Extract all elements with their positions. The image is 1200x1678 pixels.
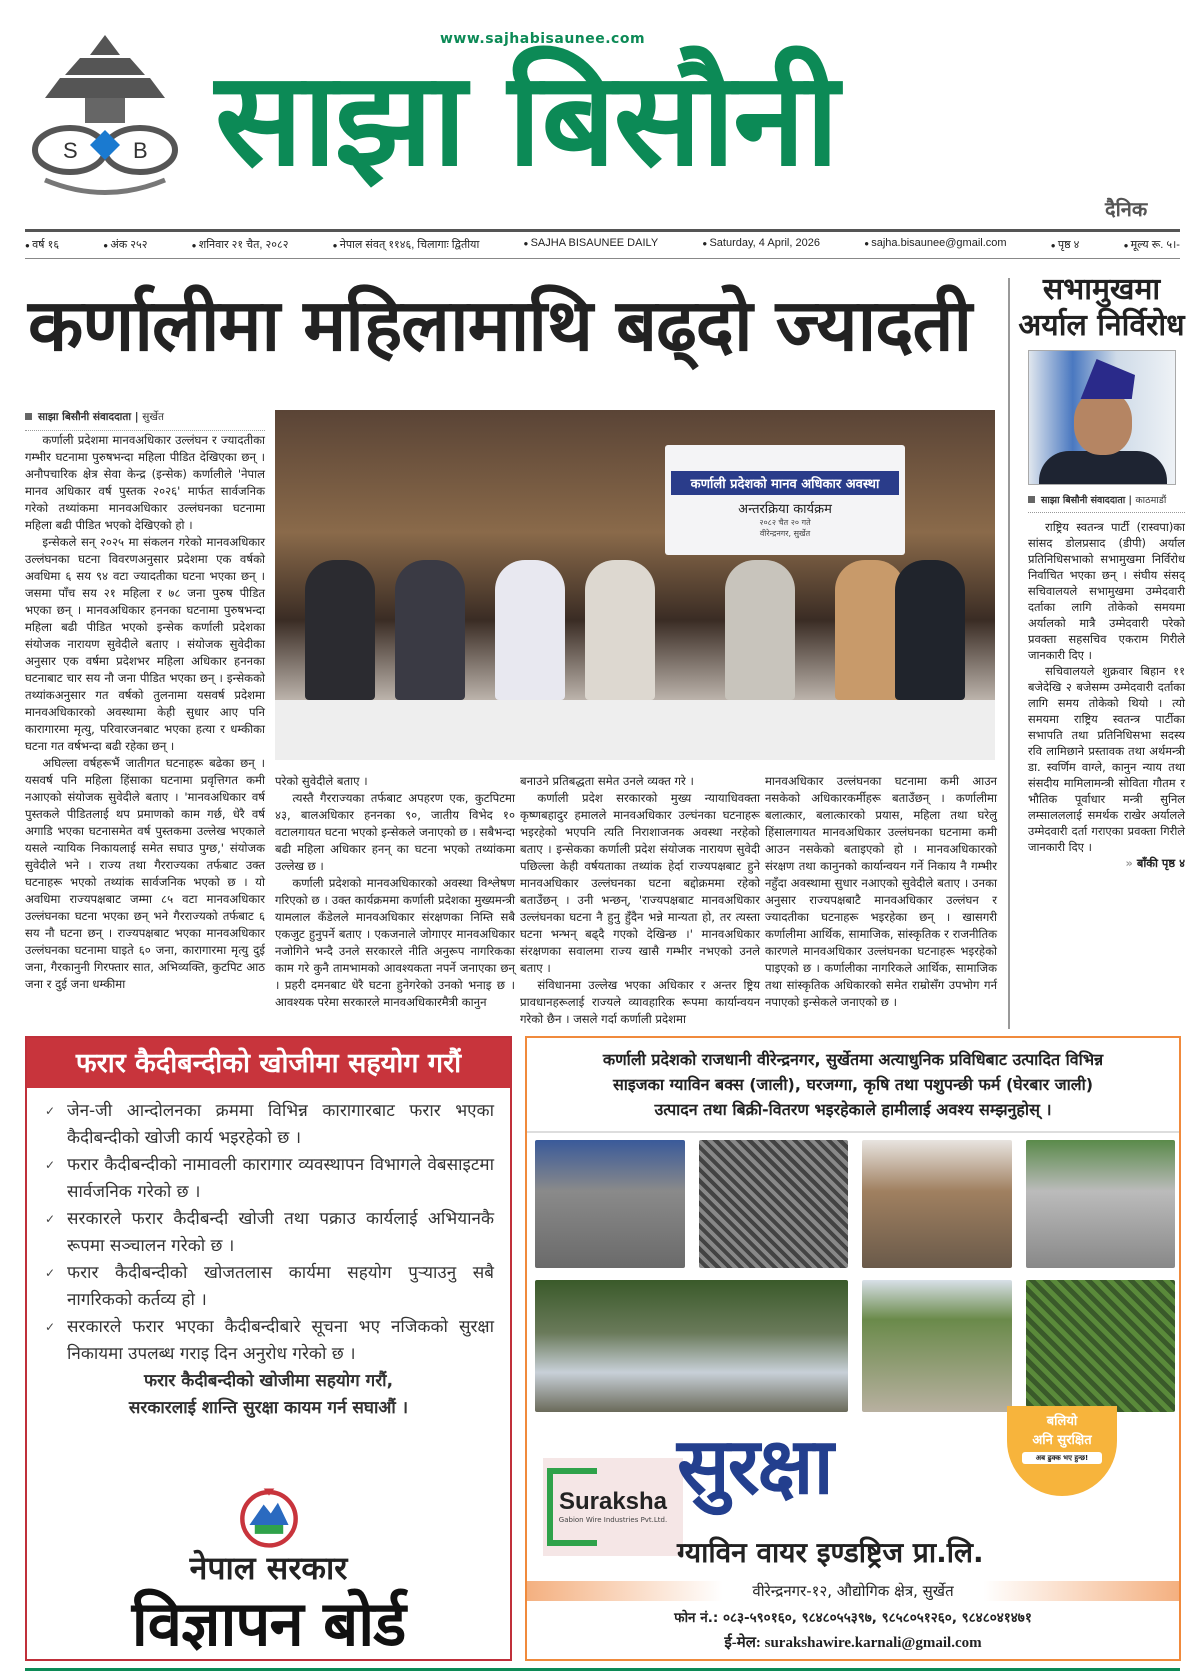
paragraph: इन्सेकले सन् २०२५ मा संकलन गरेको मानवअधिकार उल्लंघनका घटना विवरणअनुसार प्रदेशमा एक वर्षको अवधिमा ६ सय ९४ वटा ज्यादतीका घटना भएका छन् । जसमा पाँच सय २१ महिला र ७८ जना पुरुष पीडित भएका छन् । मानवअधिकार हननका घटनामा पुरुषभन्दा महिला बढी पीडित भएको इन्सेक कर्णाली प्रदेशका संयोजक नारायण सुवेदीले बताए । संयोजक सुवेदीका अनुसार एक वर्षमा प्रदेशभर महिला अधिकार हननका घटनाबाट चार सय नौ जना पीडित भएका छन् । इन्सेकको तथ्यांकअनुसार गत वर्षको तुलनामा यसवर्ष प्रदेशमा मानवअधिकारको अवस्थामा केही सुधार आए पनि कारागारमा मृत्यु, परिवारजनबाट भएका हत्या र धम्कीका घटना गत वर्षभन्दा बढी रहेका छन् ।	[25, 535, 265, 753]
lead-headline: कर्णालीमा महिलामाथि बढ्दो ज्यादती	[28, 283, 972, 367]
masthead-logo	[25, 30, 185, 200]
gabion-photo	[1026, 1140, 1176, 1268]
nepal-emblem-icon	[237, 1485, 301, 1549]
paragraph: कर्णाली प्रदेशको मानवअधिकारको अवस्था विश्लेषण गरिएको छ । उक्त कार्यक्रममा कर्णाली प्रदेशका मुख्यमन्त्री यामलाल कँडेलले मानवअधिकार संरक्षणका निम्ति सबै एकजुट हुनुपर्ने बताए । एकजनाले जोगाएर मानवअधिकार नजोगिने भन्दै उनले सरकारले नीति अनुरूप नागरिकका काम गरे कुनै तामभामको आवश्यकता नपर्ने जनाएका छन् । प्रहरी दमनबाट धेरै घटना हुनेगरेको उनको भनाइ छ । आवश्यक परेमा सरकारले मानवअधिकारमैत्री कानुन	[275, 876, 515, 1009]
seal-line: बलियो	[1046, 1414, 1078, 1429]
masthead-title: साझा बिसौनी	[215, 43, 838, 195]
company-phone: फोन नं.: ०८३-५९०१६०, ९८४८०५५३९७, ९८५८०५१२६०, ९८४८०४१४७१	[674, 1610, 1032, 1626]
photo-banner	[665, 445, 905, 555]
chain-icon	[547, 1468, 597, 1546]
paragraph: अघिल्ला वर्षहरूभैं जातीगत घटनाहरू बढेका छन् । यसवर्ष पनि महिला हिंसाका घटनामा प्रवृत्तिगत कमी नआएको संयोजक सुवेदीले बताए । 'मानवअधिकार वर्ष पुस्तकले पीडितलाई थप प्रमाणको काम गर्छ, धेरै वर्ष अगाडि भएका घटनासमेत वर्ष पुस्तकमा उल्लेख भएकाले यसले न्यायिक निकायलाई समेत सघाउ पुग्छ,' संयोजक सुवेदीले भने । राज्य तथा गैरराज्यका तर्फबाट उक्त घटनाहरू भएको तथ्यांक सार्वजनिक भएको छ । यो अवधिमा राज्यपक्षबाट जम्मा ८५ वटा मानवअधिकार उल्लंघनका घटना भएका छन् भने गैरराज्यको तर्फबाट ६ सय नौ घटना छन् । राज्यपक्षबाट भएका मानवअधिकार उल्लंघनका घटनामा घाइते ६० जना, कारागारमा मृत्यु दुई जना, गैरकानुनी गिरफ्तार सात, अभिव्यक्ति, कुटपिट आठ जना र दुई जना धम्कीमा	[25, 756, 265, 991]
paper-name-en: ● SAJHA BISAUNEE DAILY	[524, 237, 659, 252]
side-photo	[1028, 350, 1176, 485]
logo-subtext: Gabion Wire Industries Pvt.Ltd.	[558, 1516, 668, 1524]
page-count: ● पृष्ठ ४	[1051, 237, 1080, 252]
issue-number: ● अंक २५२	[103, 237, 147, 252]
paragraph: त्यस्तै गैरराज्यका तर्फबाट अपहरण एक, कुटपिटमा ४३, बालअधिकार हननका ९०, जातीय विभेद १० वटालगायत घटना भएको इन्सेकले जनाएको छ । सबैभन्दा बढी महिला अधिकार हनन् का घटना भएको तथ्यांकमा उल्लेख छ ।	[275, 791, 515, 873]
divider	[25, 229, 1180, 232]
gabion-photo	[862, 1140, 1012, 1268]
list-item: ✓ फरार कैदीबन्दीको नामावली कारागार व्यवस्थापन विभागले वेबसाइटमा सार्वजनिक गरेको छ ।	[45, 1152, 494, 1206]
paragraph: राष्ट्रिय स्वतन्त्र पार्टी (रास्वपा)का सांसद डोलप्रसाद (डीपी) अर्याल प्रतिनिधिसभाको सभामुखमा निर्विरोध निर्वाचित भएका छन् । संघीय संसद् सचिवालयले सभामुखमा उम्मेदवारी दर्ताका लागि तोकेको समयमा अर्यालको मात्रै उम्मेदवारी परेको प्रवक्ता सहसचिव एकराम गिरीले जानकारी दिए ।	[1028, 520, 1185, 662]
masthead-subtitle: दैनिक	[1105, 197, 1148, 221]
lead-column-3	[520, 773, 760, 1028]
banner-title: कर्णाली प्रदेशको मानव अधिकार अवस्था	[671, 471, 899, 495]
square-bullet-icon	[1028, 496, 1035, 503]
double-chevron-icon: »	[1125, 856, 1137, 870]
divider	[25, 258, 1180, 259]
gabion-photo	[862, 1280, 1012, 1412]
continued-link[interactable]	[1028, 855, 1185, 871]
seal-line: अब ढुक्क भए हुन्छ!	[1022, 1452, 1102, 1464]
volume: ● वर्ष १६	[25, 237, 59, 252]
website-url[interactable]: www.sajhabisaunee.com	[440, 31, 646, 47]
ad-intro	[527, 1038, 1179, 1133]
list-item: ✓ फरार कैदीबन्दीको खोजतलास कार्यमा सहयोग पुऱ्याउनु सबै नागरिकको कर्तव्य हो ।	[45, 1260, 494, 1314]
byline-location: सुर्खेत	[142, 411, 164, 423]
side-headline: सभामुखमा अर्याल निर्विरोध	[1018, 272, 1185, 343]
svg-text:B: B	[133, 138, 148, 163]
seal-line: अनि सुरक्षित	[1032, 1433, 1092, 1448]
banner-date: २०८२ चैत २० गते	[759, 518, 811, 527]
government-label: नेपाल सरकार	[189, 1549, 348, 1588]
ad-closing: सरकारलाई शान्ति सुरक्षा कायम गर्न सघाऔं ।	[128, 1398, 409, 1418]
lead-column-4	[765, 773, 997, 1011]
continued-label: बाँकी पृष्ठ ४	[1136, 856, 1185, 870]
company-email[interactable]: ई-मेल: surakshawire.karnali@gmail.com	[724, 1635, 982, 1651]
paragraph: संविधानमा उल्लेख भएका अधिकार र अन्तर ष्ट्रिय प्रावधानहरूलाई राज्यले व्यावहारिक रूपमा कार्यान्वयन गरेको छैन । जसले गर्दा कर्णाली प्रदेशमा	[520, 978, 760, 1026]
gabion-photo	[535, 1280, 848, 1412]
company-address: वीरेन्द्रनगर-१२, औद्योगिक क्षेत्र, सुर्खेत	[527, 1581, 1179, 1601]
advertisement-board-label: विज्ञापन बोर्ड	[131, 1586, 406, 1660]
advertisement-suraksha	[525, 1036, 1181, 1661]
suraksha-logo	[543, 1458, 683, 1556]
paragraph: मानवअधिकार उल्लंघनका घटनामा कमी आउन नसकेको अधिकारकर्मीहरू बताउँछन् । कर्णालीमा बलात्कार, बलात्कारको प्रयास, महिला तथा घरेलु हिंसालगायत मानवअधिकार उल्लंघनका घटनामा कमी आउन नसकेको बताइएको हो । मानवअधिकारको संरक्षण तथा कानुनको कार्यान्वयन गर्ने निकाय नै गम्भीर नहुँदा अवस्थामा सुधार नआएको सुवेदीले बताए । उनका अनुसार राज्यपक्षबाटै मानवअधिकार उल्लंघन र ज्यादतीका घटनाहरू भइरहेका छन् । खासगरी कर्णालीमा आर्थिक, सामाजिक, सांस्कृतिक र राजनीतिक कारणले मानवअधिकार उल्लंघनका घटनाहरू भइरहेको पाइएको छ । कर्णालीका नागरिकले आर्थिक, सामाजिक तथा सांस्कृतिक अधिकारको समेत राम्रोसँग उपभोग गर्न नपाएको इन्सेकले जनाएको छ ।	[765, 774, 997, 1009]
ad-closing: फरार कैदीबन्दीको खोजीमा सहयोग गरौं,	[143, 1371, 394, 1391]
list-item: ✓ सरकारले फरार कैदीबन्दी खोजी तथा पक्राउ कार्यलाई अभियानकै रूपमा सञ्चालन गरेको छ ।	[45, 1206, 494, 1260]
lead-column-2	[275, 773, 515, 1011]
english-date: ● Saturday, 4 April, 2026	[702, 237, 820, 252]
gabion-photo	[535, 1140, 685, 1268]
ad-intro-line: उत्पादन तथा बिक्री-वितरण भइरहेकाले हामीलाई अवश्य सम्झनुहोस् ।	[654, 1100, 1052, 1119]
ad-signature	[27, 1479, 510, 1659]
column-divider	[1008, 278, 1010, 1029]
product-gallery	[535, 1140, 1175, 1412]
nepali-date: ● शनिवार २१ चैत, २०८२	[192, 237, 289, 252]
gabion-photo	[699, 1140, 849, 1268]
brand-name: सुरक्षा	[677, 1422, 832, 1512]
price: ● मूल्य रू. ५।-	[1124, 237, 1180, 252]
info-bar	[25, 237, 1180, 252]
lead-column-1	[25, 432, 265, 993]
email: ● sajha.bisaunee@gmail.com	[864, 237, 1006, 252]
ad-intro-line: कर्णाली प्रदेशको राजधानी वीरेन्द्रनगर, सुर्खेतमा अत्याधुनिक प्रविधिबाट उत्पादित विभिन्न	[602, 1050, 1104, 1069]
lead-byline: साझा बिसौनी संवाददाता | सुर्खेत	[25, 410, 265, 431]
gabion-photo	[1026, 1280, 1176, 1412]
advertisement-fugitive-prisoners	[25, 1036, 512, 1661]
paragraph: बनाउने प्रतिबद्धता समेत उनले व्यक्त गरे ।	[520, 774, 694, 788]
ad-list	[27, 1088, 510, 1368]
list-item: ✓ जेन-जी आन्दोलनका क्रममा विभिन्न कारागारबाट फरार भएका कैदीबन्दीको खोजी कार्य भइरहेको छ ।	[45, 1098, 494, 1152]
svg-text:S: S	[63, 138, 78, 163]
slogan-seal	[1007, 1406, 1117, 1496]
lead-photo	[275, 410, 995, 760]
ad-intro-line: साइजका ग्याविन बक्स (जाली), घरजग्गा, कृषि तथा पशुपन्छी फर्म (घेरबार जाली)	[612, 1075, 1094, 1094]
company-name: ग्याविन वायर इण्डष्ट्रिज प्रा.लि.	[677, 1536, 984, 1569]
byline-location: काठमाडौं	[1135, 495, 1167, 506]
ad-title: फरार कैदीबन्दीको खोजीमा सहयोग गरौं	[27, 1038, 510, 1088]
byline-author: साझा बिसौनी संवाददाता	[1041, 495, 1126, 506]
square-bullet-icon	[25, 413, 32, 420]
banner-place: वीरेन्द्रनगर, सुर्खेत	[759, 529, 811, 538]
banner-subtitle: अन्तरक्रिया कार्यक्रम	[738, 502, 832, 517]
paragraph: कर्णाली प्रदेश सरकारको मुख्य न्यायाधिवक्ता कृष्णबहादुर हमालले मानवअधिकार उल्घंनका घटनाहरू भइरहेको भएपनि त्यति निराशाजनक अवस्था नरहेको बताए । इन्सेकका कर्णाली प्रदेश संयोजक नारायण सुवेदी पछिल्ला केही वर्षयताका तथ्यांक हेर्दा राज्यपक्षबाट हुने मानवअधिकार उल्लंघनका घटना बद्दोक्रममा रहेको बताउँछन् । उनी भन्छन्, 'राज्यपक्षबाट मानवअधिकार उल्लंघनका घटना नै हुनु हुँदैन भन्ने मान्यता हो, तर त्यस्ता घटना भन्भन् बढ्दै गएको देखिन्छ ।' मानवअधिकार संरक्षणका सवालमा राज्य खासै गम्भीर नभएको उनले बताए ।	[520, 791, 760, 975]
byline-author: साझा बिसौनी संवाददाता	[38, 411, 132, 423]
side-byline: साझा बिसौनी संवाददाता | काठमाडौं	[1028, 493, 1185, 513]
paragraph: परेको सुवेदीले बताए ।	[275, 774, 368, 788]
paragraph: सचिवालयले शुक्रवार बिहान ११ बजेदेखि २ बजेसम्म उम्मेदवारी दर्ताका लागि समय तोकेको थियो । त्यो समयमा राष्ट्रिय स्वतन्त्र पार्टीका सभापति तथा प्रतिनिधिसभा सदस्य रवि लामिछाने प्रस्तावक तथा अर्थमन्त्री डा. स्वर्णिम वाग्ले, कानुन न्याय तथा संसदीय मामिलामन्त्री सोविता गौतम र भौतिक पूर्वाधार मन्त्री सुनिल लम्सालललाई समर्थक राखेर अर्यालले उम्मेदवारी दर्ता गराएका प्रवक्ता गिरीले जानकारी दिए ।	[1028, 664, 1185, 854]
nepal-sambat: ● नेपाल संवत् ११४६, चिलागाः द्वितीया	[333, 237, 480, 252]
logo-text: Suraksha	[558, 1488, 668, 1515]
list-item: ✓ सरकारले फरार भएका कैदीबन्दीबारे सूचना भए नजिकको सुरक्षा निकायमा उपलब्ध गराइ दिन अनुरोध गरेको छ ।	[45, 1314, 494, 1368]
paragraph: कर्णाली प्रदेशमा मानवअधिकार उल्लंघन र ज्यादतीका गम्भीर घटनामा पुरुषभन्दा महिला पीडित देखिएका छन् । अनौपचारिक क्षेत्र सेवा केन्द्र (इन्सेक) कर्णालीले 'नेपाल मानव अधिकार वर्ष पुस्तक २०२६' मार्फत सार्वजनिक गरेको तथ्यांकमा मानवअधिकार उल्लंघनका घटनामा महिला बढी पीडित भएको देखिएको हो ।	[25, 433, 265, 532]
footer-divider	[25, 1668, 1180, 1671]
side-article	[1028, 519, 1185, 871]
side-story	[1018, 272, 1185, 871]
